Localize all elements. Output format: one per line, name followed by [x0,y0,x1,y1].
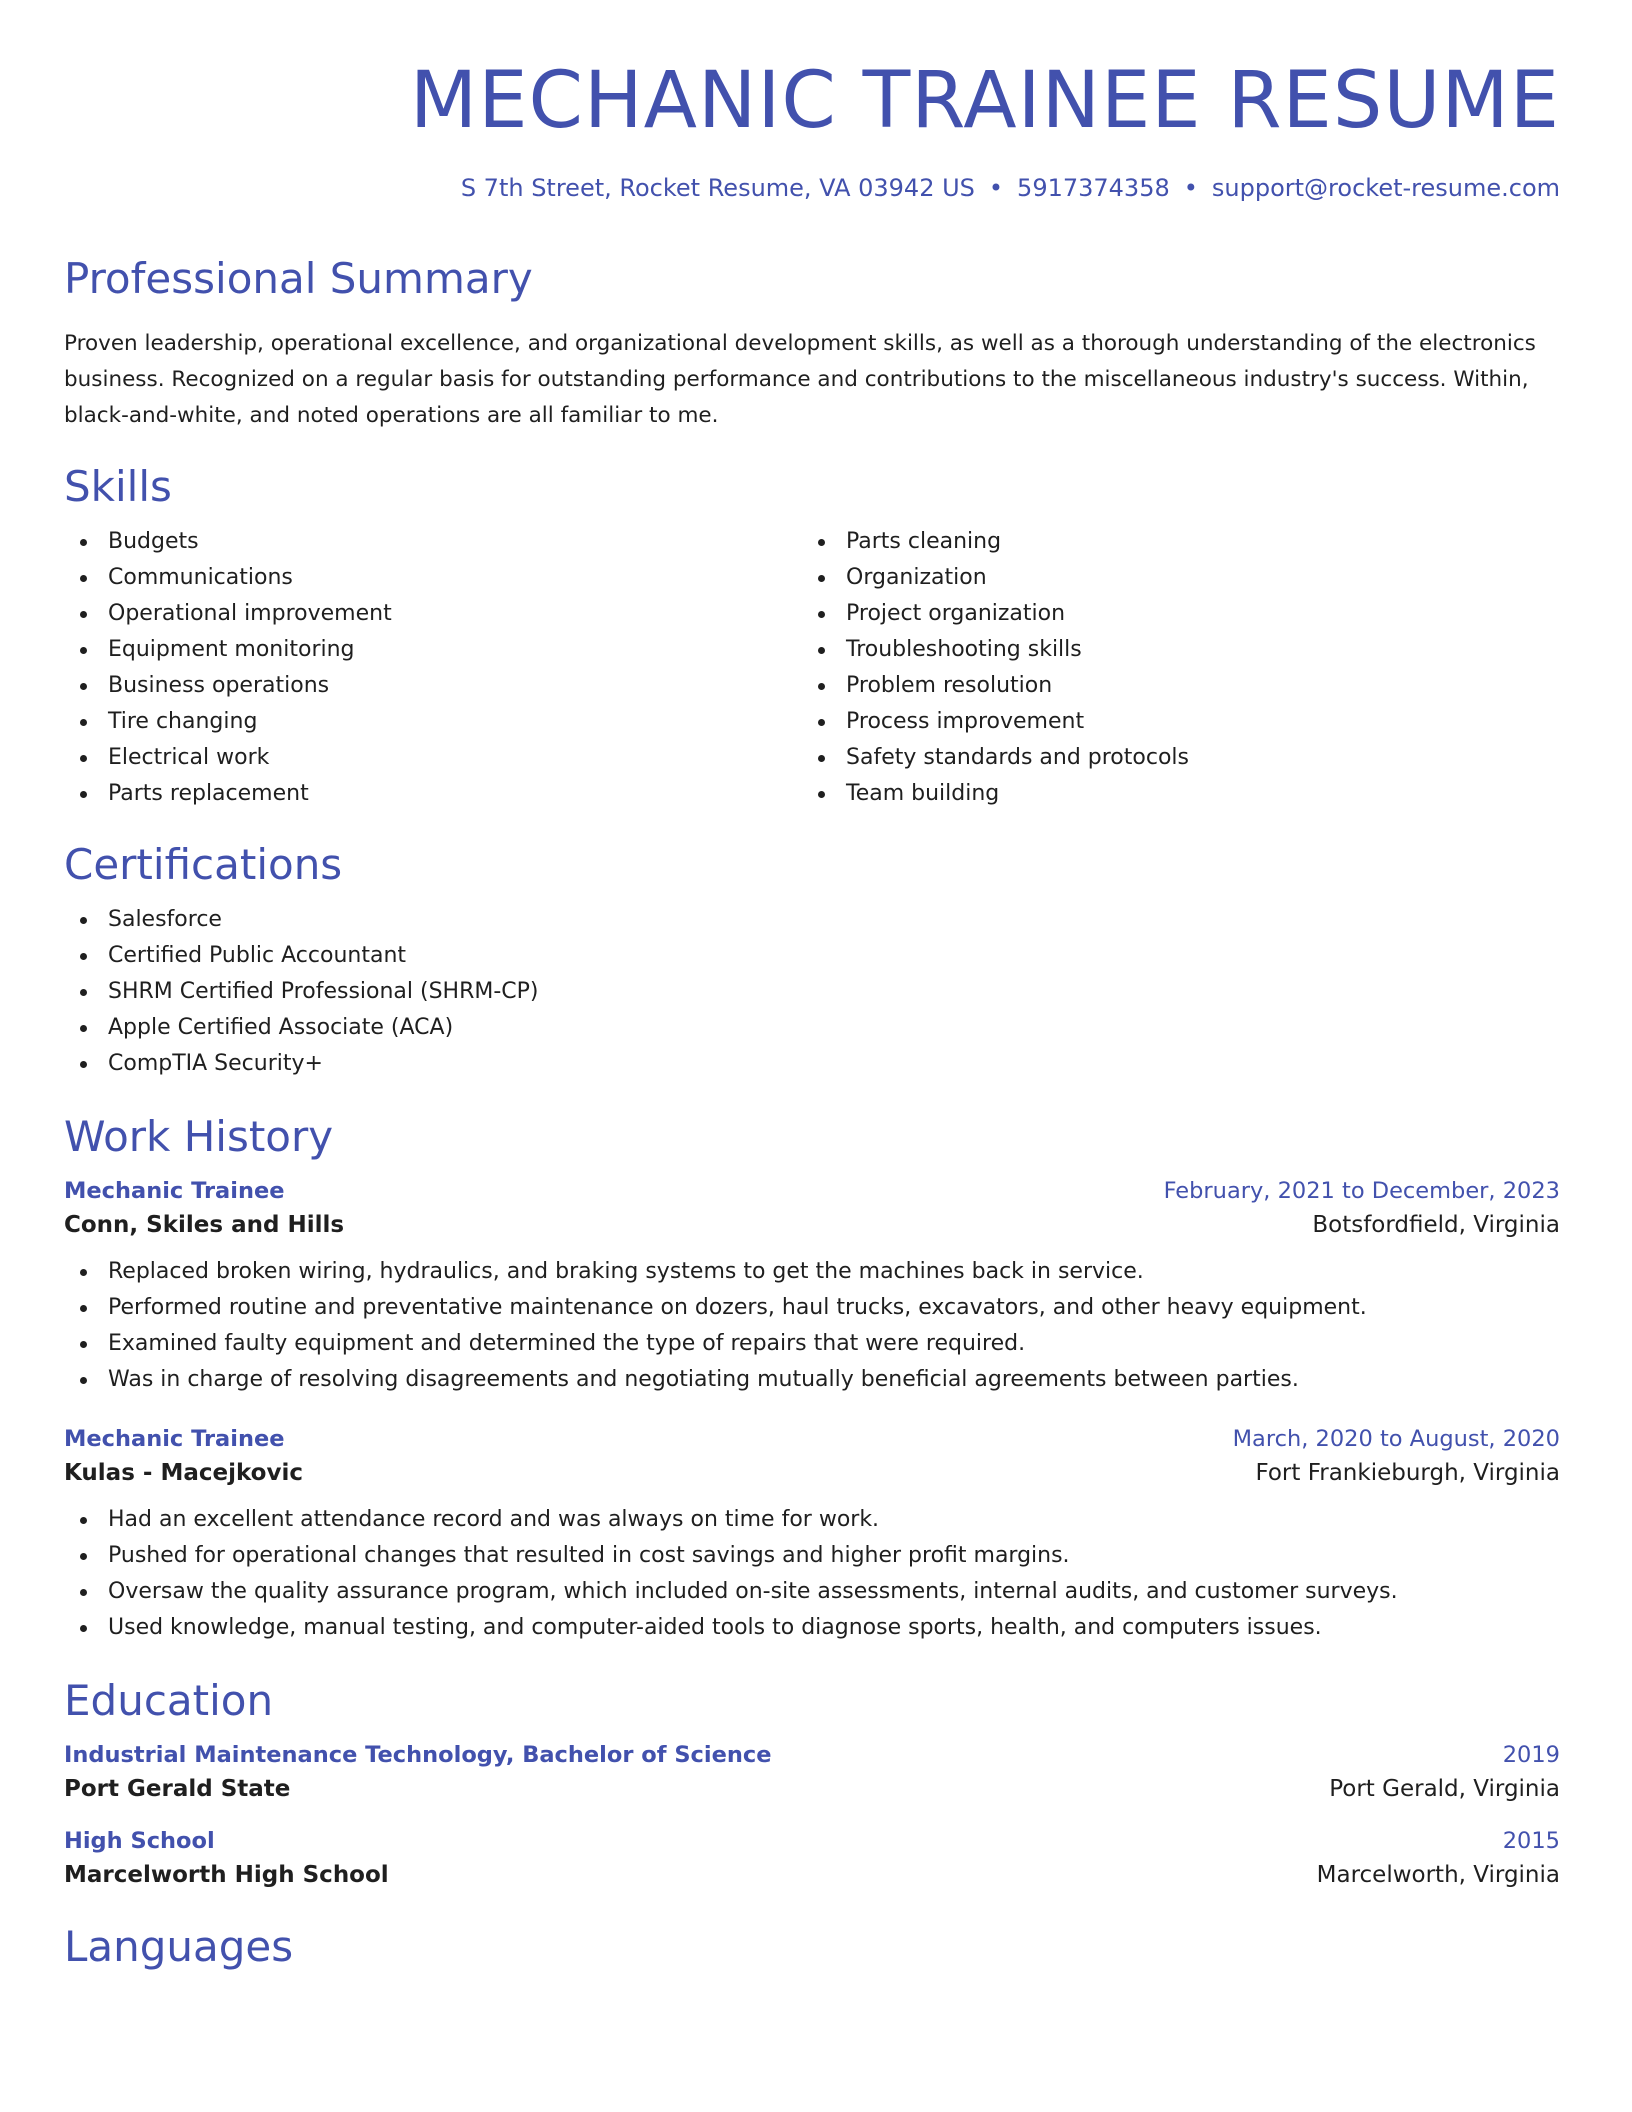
list-item: Replaced broken wiring, hydraulics, and braking systems to get the machines back in service. [64,1254,1560,1290]
list-item: Parts cleaning [802,524,1540,560]
job-title: Mechanic Trainee [64,1426,285,1452]
education-entry [64,1742,1560,1802]
list-item: Oversaw the quality assurance program, which included on-site assessments, internal audits, and customer surveys. [64,1574,1560,1610]
job-dates: March, 2020 to August, 2020 [1232,1426,1560,1452]
list-item: Parts replacement [64,776,802,812]
education-degree: High School [64,1828,215,1854]
contact-separator: • [988,174,1004,202]
list-item: CompTIA Security+ [64,1046,1560,1082]
resume-page [64,0,1560,1971]
job-entry [64,1426,1560,1646]
education-entry [64,1828,1560,1888]
list-item: Was in charge of resolving disagreements and negotiating mutually beneficial agreements between parties. [64,1362,1560,1398]
contact-email[interactable]: support@rocket-resume.com [1211,174,1560,202]
education-year: 2019 [1502,1742,1560,1768]
section-title-skills: Skills [64,462,172,511]
job-company-row [64,1212,1560,1238]
job-company-row [64,1460,1560,1486]
list-item: Certified Public Accountant [64,938,1560,974]
skills-column-left [64,524,802,812]
education-location: Marcelworth, Virginia [1316,1862,1560,1888]
education-school: Port Gerald State [64,1776,291,1802]
list-item: Budgets [64,524,802,560]
job-title: Mechanic Trainee [64,1178,285,1204]
education-school-row [64,1862,1560,1888]
resume-title: MECHANIC TRAINEE RESUME [409,56,1560,146]
education-header-row [64,1828,1560,1854]
list-item: Performed routine and preventative maintenance on dozers, haul trucks, excavators, and other heavy equipment. [64,1290,1560,1326]
education-year: 2015 [1502,1828,1560,1854]
section-title-languages: Languages [64,1922,294,1971]
list-item: Team building [802,776,1540,812]
section-title-summary: Professional Summary [64,254,533,303]
job-location: Fort Frankieburgh, Virginia [1255,1460,1560,1486]
list-item: Electrical work [64,740,802,776]
list-item: Communications [64,560,802,596]
list-item: Safety standards and protocols [802,740,1540,776]
contact-separator: • [1183,174,1198,202]
education-school: Marcelworth High School [64,1862,389,1888]
list-item: Business operations [64,668,802,704]
job-dates: February, 2021 to December, 2023 [1163,1178,1560,1204]
list-item: Used knowledge, manual testing, and computer-aided tools to diagnose sports, health, and computers issues. [64,1610,1560,1646]
list-item: SHRM Certified Professional (SHRM-CP) [64,974,1560,1010]
contact-phone: 5917374358 [1017,174,1170,202]
education-degree: Industrial Maintenance Technology, Bachelor of Science [64,1742,772,1768]
list-item: Tire changing [64,704,802,740]
job-company: Conn, Skiles and Hills [64,1212,345,1238]
section-title-work-history: Work History [64,1112,334,1161]
job-entry [64,1178,1560,1398]
list-item: Examined faulty equipment and determined the type of repairs that were required. [64,1326,1560,1362]
list-item: Pushed for operational changes that resulted in cost savings and higher profit margins. [64,1538,1560,1574]
skills-list [64,524,1560,812]
job-location: Botsfordfield, Virginia [1312,1212,1560,1238]
skills-column-right [802,524,1540,812]
contact-address: S 7th Street, Rocket Resume, VA 03942 US [460,174,975,202]
list-item: Troubleshooting skills [802,632,1540,668]
job-header-row [64,1178,1560,1204]
job-bullets [64,1502,1560,1646]
summary-text: Proven leadership, operational excellence, and organizational development skills, as well as a thorough understanding of the electronics business. Recognized on a regular basis for outstanding performance and contributions to the miscellaneous industry's success. Within, black-and-white, and noted operations are all familiar to me. [64,331,1536,428]
section-title-education: Education [64,1676,274,1725]
list-item: Salesforce [64,902,1560,938]
list-item: Equipment monitoring [64,632,802,668]
job-bullets [64,1254,1560,1398]
education-school-row [64,1776,1560,1802]
job-company: Kulas - Macejkovic [64,1460,303,1486]
education-header-row [64,1742,1560,1768]
education-location: Port Gerald, Virginia [1329,1776,1560,1802]
list-item: Process improvement [802,704,1540,740]
list-item: Project organization [802,596,1540,632]
list-item: Problem resolution [802,668,1540,704]
job-header-row [64,1426,1560,1452]
list-item: Operational improvement [64,596,802,632]
list-item: Apple Certified Associate (ACA) [64,1010,1560,1046]
section-title-certifications: Certifications [64,840,343,889]
list-item: Had an excellent attendance record and was always on time for work. [64,1502,1560,1538]
contact-line [64,176,1560,200]
certifications-list [64,902,1560,1082]
list-item: Organization [802,560,1540,596]
